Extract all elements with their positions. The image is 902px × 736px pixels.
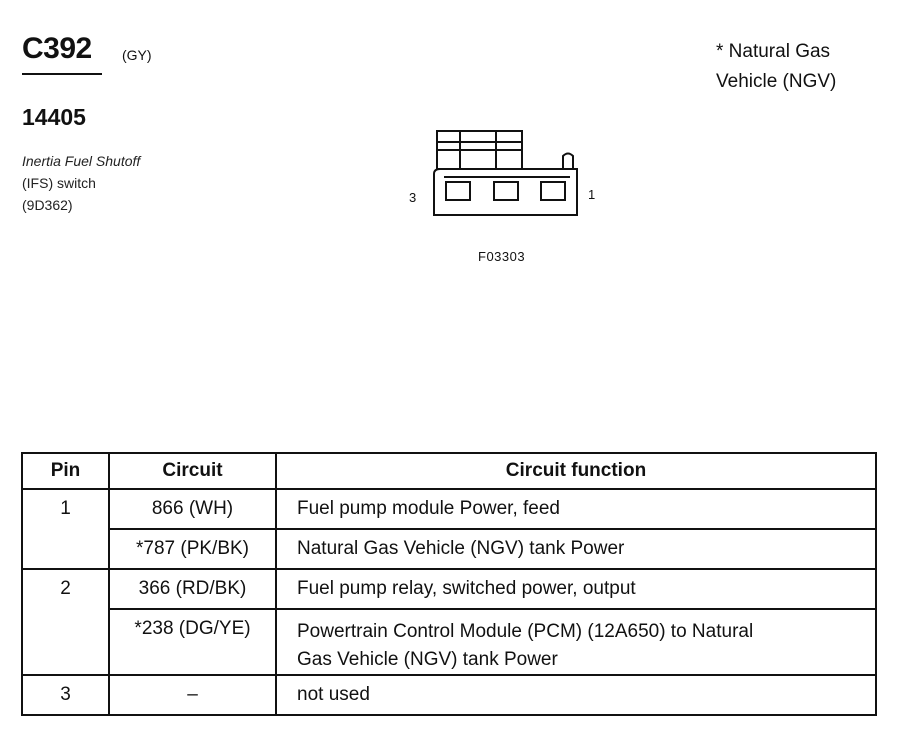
part-number: 14405: [22, 104, 86, 130]
pin-cell: 1: [22, 489, 109, 569]
table-row: [22, 569, 876, 609]
function-cell: Fuel pump relay, switched power, output: [276, 569, 876, 609]
connector-face-diagram: [400, 120, 590, 230]
connector-tab: [563, 154, 573, 170]
pin-table: [21, 452, 877, 716]
function-cell: Fuel pump module Power, feed: [276, 489, 876, 529]
circuit-cell: 866 (WH): [109, 489, 276, 529]
function-line2: Gas Vehicle (NGV) tank Power: [297, 649, 558, 670]
figure-code: F03303: [478, 249, 526, 264]
header-function: Circuit function: [276, 453, 876, 489]
component-name-line3: (9D362): [22, 197, 73, 213]
ngv-note: [716, 37, 836, 97]
pin-cavities: [446, 182, 565, 200]
component-name: [22, 150, 140, 216]
connector-body: [434, 169, 577, 215]
circuit-cell: –: [109, 675, 276, 715]
pin-cavity-2: [494, 182, 518, 200]
ngv-note-line1: * Natural Gas: [716, 41, 831, 62]
connector-id-underline: [22, 73, 102, 75]
pin-label-left: 3: [409, 190, 417, 205]
pin-cavity-3: [446, 182, 470, 200]
function-cell: not used: [276, 675, 876, 715]
connector-latch: [437, 131, 522, 169]
component-name-line1: Inertia Fuel Shutoff: [22, 153, 141, 169]
table-header-row: [22, 453, 876, 489]
function-line1: Powertrain Control Module (PCM) (12A650) to Natural: [297, 621, 754, 642]
pin-cavity-1: [541, 182, 565, 200]
connector-id: C392: [22, 32, 92, 65]
pin-label-right: 1: [588, 187, 596, 202]
table-row: [22, 529, 876, 569]
table-row: [22, 609, 876, 675]
component-name-line2: (IFS) switch: [22, 175, 96, 191]
circuit-cell: 366 (RD/BK): [109, 569, 276, 609]
circuit-cell: *787 (PK/BK): [109, 529, 276, 569]
function-cell: [276, 609, 876, 675]
connector-color: (GY): [122, 47, 152, 63]
ngv-note-line2: Vehicle (NGV): [716, 71, 837, 92]
table-row: [22, 675, 876, 715]
pin-cell: 3: [22, 675, 109, 715]
table-row: [22, 489, 876, 529]
circuit-cell: *238 (DG/YE): [109, 609, 276, 675]
header-pin: Pin: [22, 453, 109, 489]
header-circuit: Circuit: [109, 453, 276, 489]
function-cell: Natural Gas Vehicle (NGV) tank Power: [276, 529, 876, 569]
pin-cell: 2: [22, 569, 109, 675]
